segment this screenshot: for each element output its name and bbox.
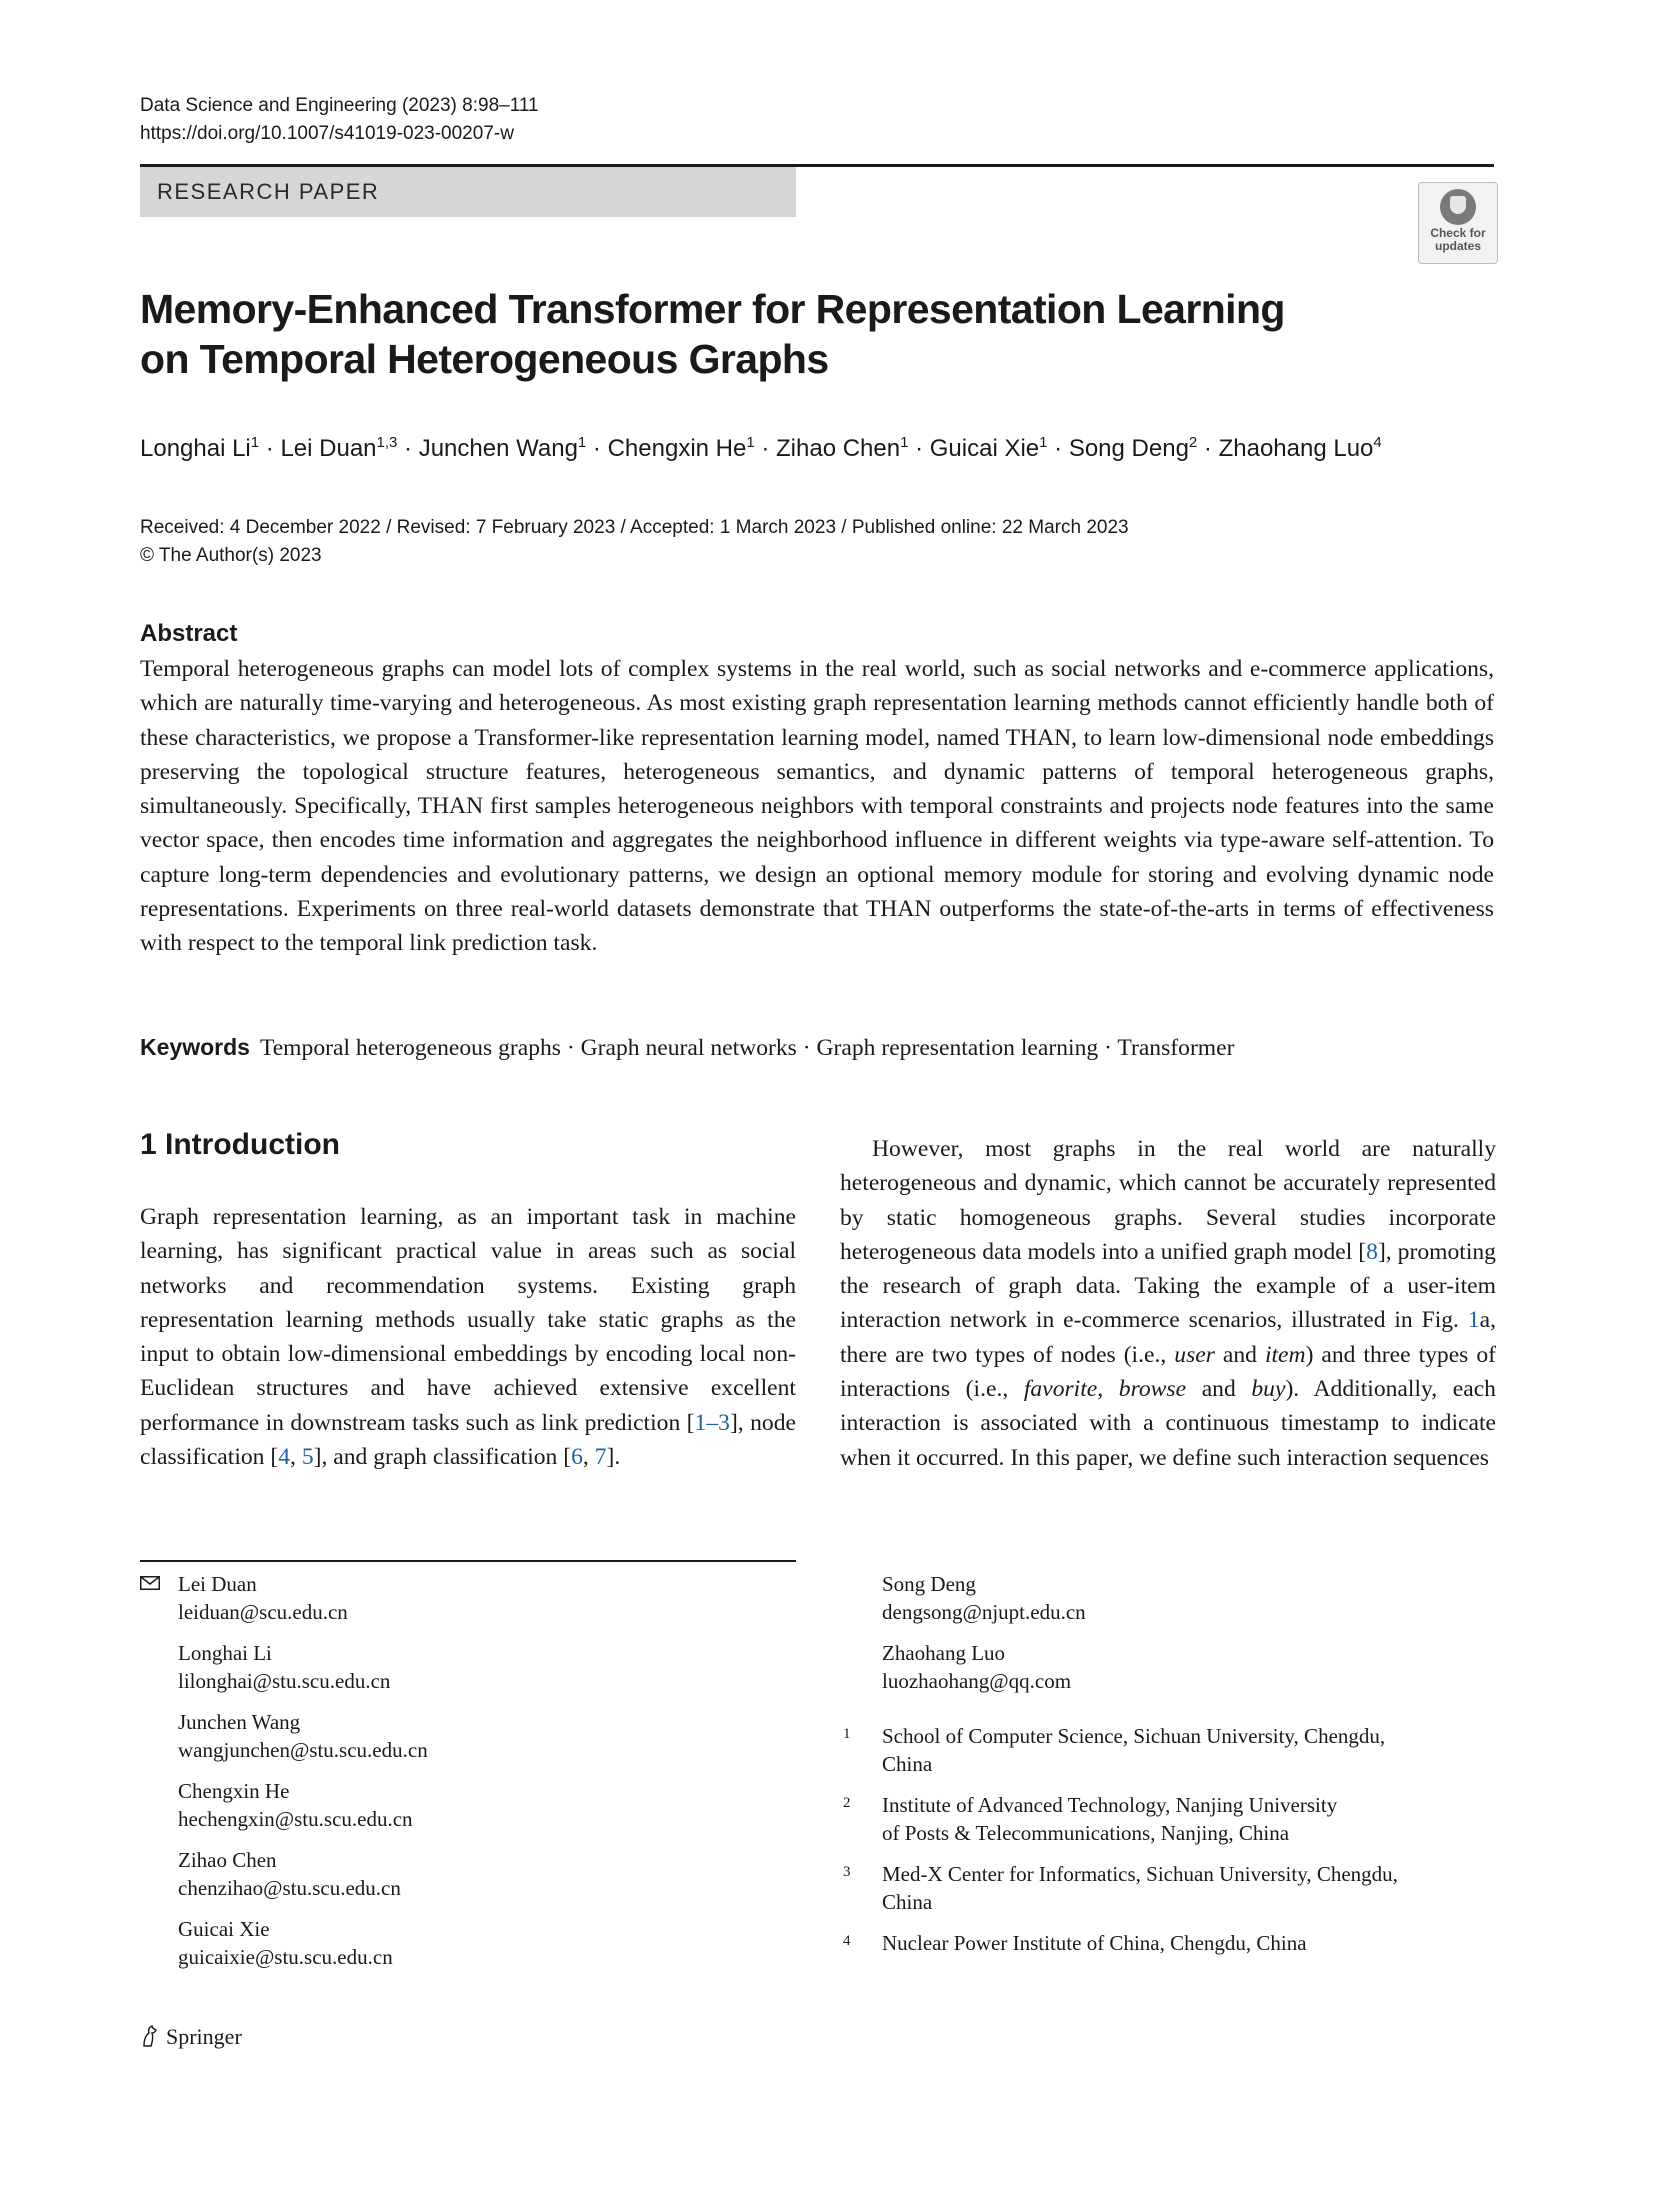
contact-entry	[178, 1777, 413, 1833]
citation-link[interactable]: 8	[1366, 1238, 1378, 1265]
author: Chengxin He$^1$	[607, 434, 755, 462]
figure-link[interactable]: 1	[1467, 1307, 1480, 1334]
author: Lei Duan$^{1,3}$	[280, 434, 398, 462]
author-separator: ·	[908, 435, 930, 462]
doi-link[interactable]: https://doi.org/10.1007/s41019-023-00207-w	[140, 123, 514, 144]
intro-paragraph-1: Graph representation learning, as an important task in machine learning, has significant practical value in areas such as social networks and recommendation systems. Existing graph representation learning methods usually take static graphs as the input to obtain low-dimensional embeddings by encoding local non-Euclidean structures and have achieved extensive excellent performance in downstream tasks such as link prediction [1–3], node classification [4, 5], and graph classification [6, 7].	[140, 1204, 796, 1471]
title-line-2: on Temporal Heterogeneous Graphs	[140, 336, 829, 382]
citation-link[interactable]: 4	[278, 1444, 291, 1471]
footnote-rule	[140, 1560, 796, 1562]
title-line-1: Memory-Enhanced Transformer for Representation Learning	[140, 286, 1285, 332]
author-separator: ·	[397, 435, 419, 462]
bookmark-icon	[1440, 189, 1476, 225]
contact-name: Zhaohang Luo	[882, 1641, 1006, 1665]
author-separator: ·	[586, 435, 608, 462]
author-separator: ·	[1197, 435, 1219, 462]
citation-link[interactable]: 5	[301, 1444, 314, 1471]
history-dates: Received: 4 December 2022 / Revised: 7 February 2023 / Accepted: 1 March 2023 / Published online: 22 March 2023	[140, 517, 1129, 538]
contact-entry	[882, 1639, 1071, 1695]
author-list	[140, 432, 1520, 466]
badge-text-line2: updates	[1434, 239, 1481, 253]
author-separator: ·	[754, 435, 777, 462]
author: Song Deng$^2$	[1068, 434, 1198, 462]
contact-email[interactable]: leiduan@scu.edu.cn	[178, 1600, 348, 1624]
contact-email[interactable]: hechengxin@stu.scu.edu.cn	[178, 1807, 413, 1831]
author: Junchen Wang$^1$	[418, 434, 587, 462]
contact-name: Guicai Xie	[178, 1917, 270, 1941]
intro-paragraph-2: However, most graphs in the real world are naturally heterogeneous and dynamic, which cannot be accurately represented by static homogeneous graphs. Several studies incorporate heterogeneous data models into a unified graph model [8], promoting the research of graph data. Taking the example of a user-item interaction network in e-commerce scenarios, illustrated in Fig. 1a, there are two types of nodes (i.e., user and item) and three types of interactions (i.e., favorite, browse and buy). Additionally, each interaction is associated with a continuous timestamp to indicate when it occurred. In this paper, we define such interaction sequences	[840, 1136, 1496, 1471]
abstract-heading: Abstract	[140, 620, 238, 647]
affiliation: Nuclear Power Institute of China, Chengdu, China	[882, 1931, 1307, 1955]
citation-link[interactable]: 7	[594, 1444, 607, 1471]
journal-citation: Data Science and Engineering (2023) 8:98–111	[140, 95, 539, 116]
affiliation: Med-X Center for Informatics, Sichuan University, Chengdu, China	[882, 1862, 1398, 1914]
contact-email[interactable]: chenzihao@stu.scu.edu.cn	[178, 1876, 401, 1900]
contact-entry	[178, 1915, 393, 1971]
contact-email[interactable]: dengsong@njupt.edu.cn	[882, 1600, 1086, 1624]
author-separator: ·	[259, 435, 281, 462]
springer-horse-icon	[140, 2024, 160, 2048]
check-for-updates-badge[interactable]	[1418, 182, 1498, 264]
contact-entry	[178, 1846, 401, 1902]
contact-name: Lei Duan	[178, 1572, 257, 1596]
paper-title	[140, 284, 1290, 384]
affiliation-number: 1	[843, 1726, 851, 1742]
contact-name: Song Deng	[882, 1572, 976, 1596]
contact-entry	[178, 1570, 348, 1626]
citation-link[interactable]: 6	[571, 1444, 583, 1471]
publisher-footer	[140, 2022, 242, 2052]
author-separator: ·	[1047, 435, 1069, 462]
affiliation-number: 3	[843, 1864, 851, 1880]
contact-entry	[882, 1570, 1086, 1626]
affiliation: Institute of Advanced Technology, Nanjing University of Posts & Telecommunications, Nanjing, China	[882, 1793, 1338, 1845]
contact-entry	[178, 1639, 390, 1695]
contact-email[interactable]: luozhaohang@qq.com	[882, 1669, 1072, 1693]
abstract-text: Temporal heterogeneous graphs can model lots of complex systems in the real world, such as social networks and e-commerce applications, which are naturally time-varying and heterogeneous. As most existing graph representation learning methods cannot efficiently handle both of these characteristics, we propose a Transformer-like representation learning model, named THAN, to learn low-dimensional node embeddings preserving the topological structure features, heterogeneous semantics, and dynamic patterns of temporal heterogeneous graphs, simultaneously. Specifically, THAN first samples heterogeneous neighbors with temporal constraints and projects node features into the same vector space, then encodes time information and aggregates the neighborhood influence in different weights via type-aware self-attention. To capture long-term dependencies and evolutionary patterns, we design an optional memory module for storing and evolving dynamic node representations. Experiments on three real-world datasets demonstrate that THAN outperforms the state-of-the-arts in terms of effectiveness with respect to the temporal link prediction task.	[140, 656, 1494, 957]
keywords-label: Keywords	[140, 1034, 250, 1060]
author: Longhai Li$^1$	[140, 434, 260, 462]
publication-dates	[140, 514, 1129, 570]
article-type-band	[140, 167, 796, 217]
contact-email[interactable]: wangjunchen@stu.scu.edu.cn	[178, 1738, 428, 1762]
contact-name: Longhai Li	[178, 1641, 272, 1665]
contact-email[interactable]: lilonghai@stu.scu.edu.cn	[178, 1669, 391, 1693]
contact-entry	[178, 1708, 428, 1764]
contact-name: Junchen Wang	[178, 1710, 301, 1734]
contact-name: Chengxin He	[178, 1779, 290, 1803]
affiliation: School of Computer Science, Sichuan University, Chengdu, China	[882, 1724, 1386, 1776]
contact-email[interactable]: guicaixie@stu.scu.edu.cn	[178, 1945, 393, 1969]
keywords	[140, 1030, 1520, 1065]
author: Guicai Xie$^1$	[929, 434, 1048, 462]
affiliation-number: 4	[843, 1933, 851, 1949]
keywords-text: Temporal heterogeneous graphs · Graph neural networks · Graph representation learning · Transformer	[259, 1035, 1235, 1061]
publisher-name: Springer	[166, 2024, 242, 2049]
section-heading-introduction: 1 Introduction	[140, 1128, 340, 1161]
journal-header	[140, 92, 539, 148]
citation-link[interactable]: 1–3	[694, 1409, 730, 1436]
copyright: © The Author(s) 2023	[140, 545, 322, 566]
affiliation-number: 2	[843, 1795, 851, 1811]
article-type-label: RESEARCH PAPER	[157, 179, 380, 204]
envelope-icon	[140, 1576, 160, 1590]
author: Zhaohang Luo$^4$	[1218, 434, 1382, 462]
badge-text-line1: Check for	[1430, 226, 1486, 240]
author: Zihao Chen$^1$	[776, 434, 909, 462]
contact-name: Zihao Chen	[178, 1848, 277, 1872]
